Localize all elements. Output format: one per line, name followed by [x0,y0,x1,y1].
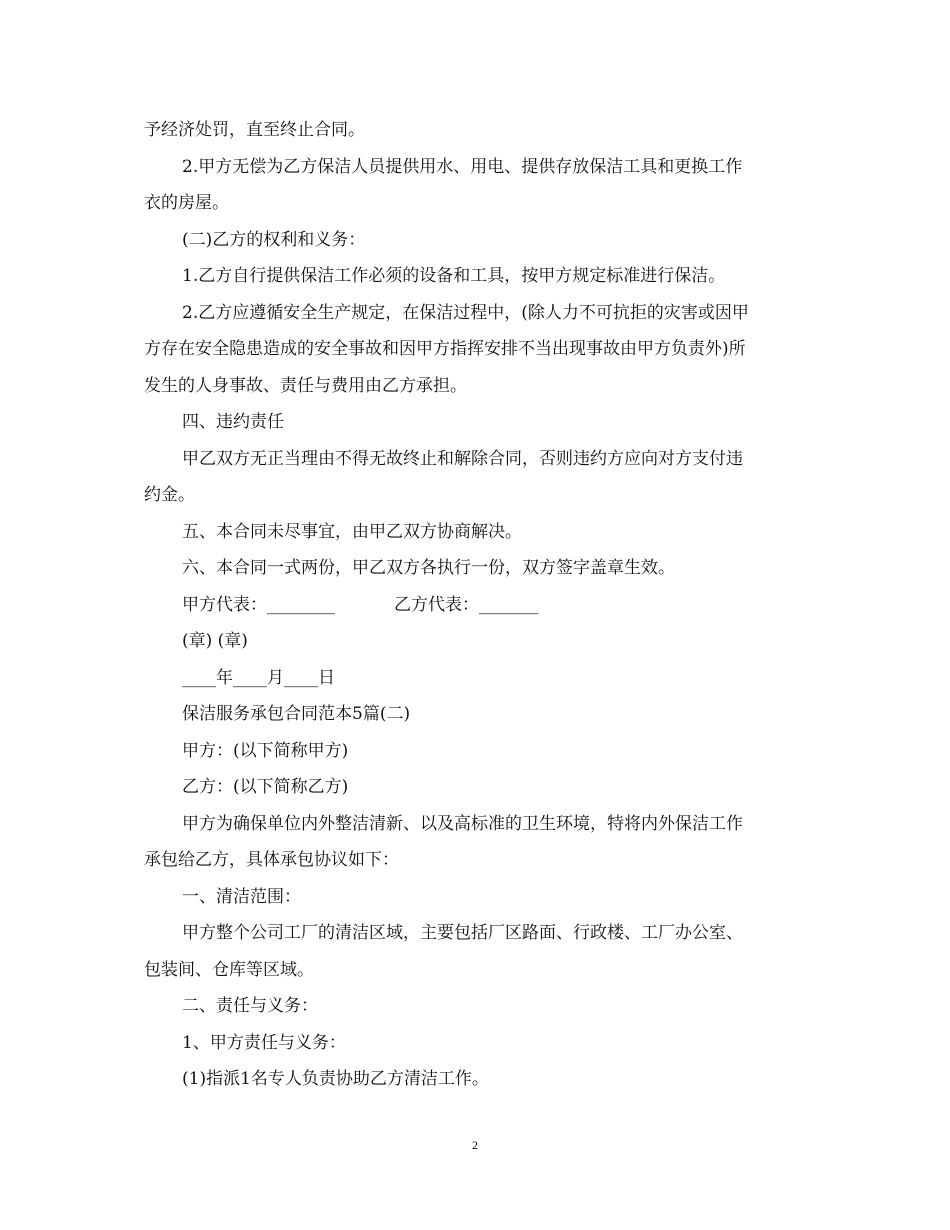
paragraph-line: 2.甲方无偿为乙方保洁人员提供用水、用电、提供存放保洁工具和更换工作 [182,156,743,177]
paragraph-line: 发生的人身事故、责任与费用由乙方承担。 [144,375,467,396]
paragraph-line: 六、本合同一式两份，甲乙双方各执行一份，双方签字盖章生效。 [182,558,675,578]
date-line: ____年____月____日 [182,667,335,688]
section-heading: 四、违约责任 [182,412,284,432]
contract-title: 保洁服务承包合同范本5篇(二) [182,704,411,724]
paragraph-line: 1.乙方自行提供保洁工作必须的设备和工具，按甲方规定标准进行保洁。 [182,266,726,286]
signature-line [144,587,804,624]
paragraph-line: 甲乙双方无正当理由不得无故终止和解除合同，否则违约方应向对方支付违 [182,448,743,469]
paragraph-line: 五、本合同未尽事宜，由甲乙双方协商解决。 [182,521,522,542]
seal-line: (章) (章) [182,631,248,651]
document-body [144,112,804,1098]
paragraph-line: 包装间、仓库等区域。 [144,959,314,980]
party-a-line: 甲方：(以下简称甲方) [182,740,349,761]
party-b-signature: 乙方代表：_______ [394,594,539,615]
paragraph-line: 约金。 [144,485,195,505]
subsection-heading: 1、甲方责任与义务： [182,1032,346,1053]
section-heading: 一、清洁范围： [182,886,301,907]
paragraph-line: 2.乙方应遵循安全生产规定，在保洁过程中，(除人力不可抗拒的灾害或因甲 [182,302,749,323]
paragraph-line: (1)指派1名专人负责协助乙方清洁工作。 [182,1069,489,1089]
paragraph-line: 甲方整个公司工厂的清洁区域，主要包括厂区路面、行政楼、工厂办公室、 [182,923,743,943]
paragraph-line: 甲方为确保单位内外整洁清新、以及高标准的卫生环境，特将内外保洁工作 [182,813,743,834]
section-heading: 二、责任与义务： [182,996,318,1016]
paragraph-line: 衣的房屋。 [144,193,229,213]
paragraph-line: 予经济处罚，直至终止合同。 [144,120,365,140]
page-number: 2 [472,1138,478,1152]
paragraph-line: 方存在安全隐患造成的安全事故和因甲方指挥安排不当出现事故由甲方负责外)所 [144,339,746,359]
section-heading: (二)乙方的权利和义务： [182,229,366,250]
paragraph-line: 承包给乙方，具体承包协议如下： [144,850,399,870]
party-a-signature: 甲方代表：________ [182,594,335,615]
party-b-line: 乙方：(以下简称乙方) [182,777,349,797]
